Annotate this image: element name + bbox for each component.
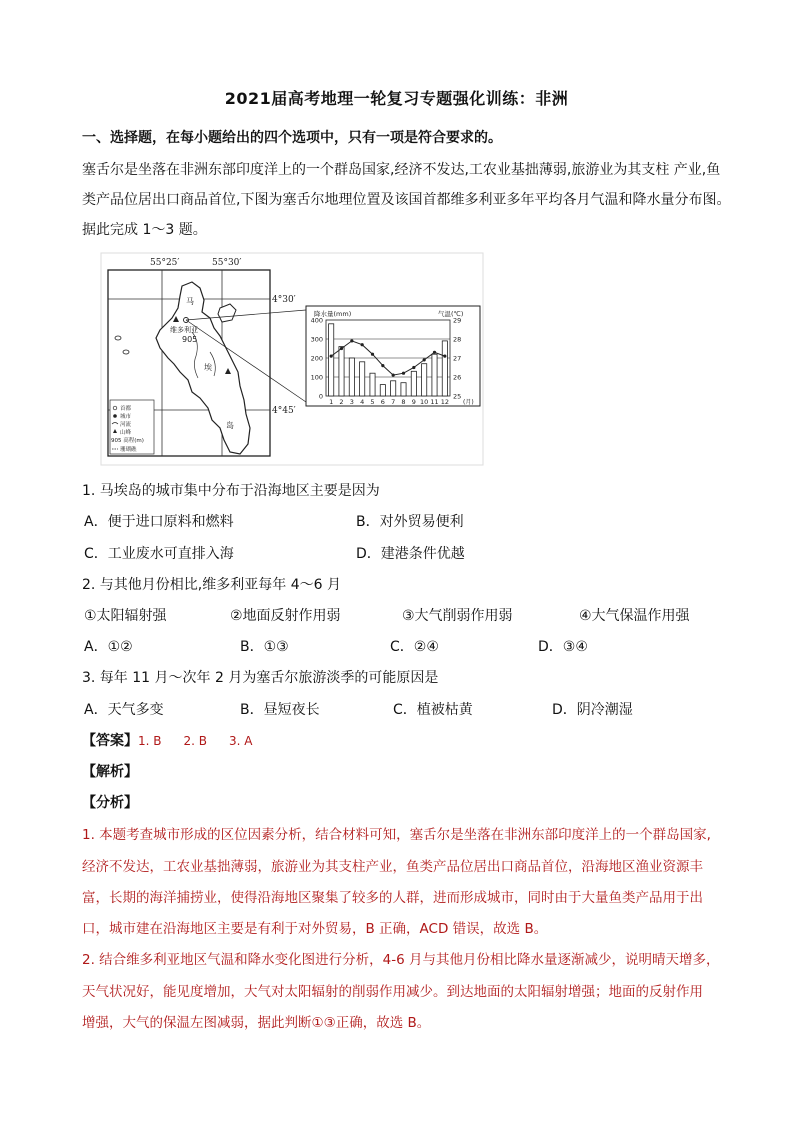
map-place-label: 马	[186, 297, 194, 306]
analysis-label: 【解析】	[82, 764, 138, 780]
temperature-point	[340, 347, 343, 350]
right-tick-label: 26	[453, 373, 462, 382]
answer-line	[82, 730, 252, 750]
q2-option-b: B．①③	[240, 639, 289, 655]
precip-bar	[360, 362, 365, 396]
left-tick-label: 400	[310, 316, 323, 325]
q2-statement: ①太阳辐射强	[84, 608, 167, 624]
right-tick-label: 28	[453, 335, 462, 344]
answer-label: 【答案】	[82, 733, 138, 749]
q2-statement: ③大气削弱作用弱	[402, 608, 513, 624]
question-2-stem: 2. 与其他月份相比,维多利亚每年 4～6 月	[82, 577, 341, 593]
left-tick-label: 200	[310, 354, 323, 363]
chart-ylabel-left: 降水量(mm)	[314, 310, 352, 318]
explanation-line: 2. 结合维多利亚地区气温和降水变化图进行分析，4-6 月与其他月份相比降水量逐渐减少，说明晴天增多，	[82, 952, 720, 968]
month-tick-label: 2	[339, 398, 344, 406]
intro-line: 据此完成 1～3 题。	[82, 222, 207, 238]
precip-bar	[329, 324, 334, 396]
month-tick-label: 7	[391, 398, 396, 406]
month-tick-label: 1	[329, 398, 334, 406]
q3-option-a: A．天气多变	[84, 702, 164, 718]
seychelles-map-figure	[100, 252, 484, 466]
explanation-line: 口，城市建在沿海地区主要是有利于对外贸易，B 正确，ACD 错误，故选 B。	[82, 921, 548, 937]
temperature-point	[330, 355, 333, 358]
precip-bar	[432, 354, 437, 396]
month-tick-label: 10	[420, 398, 429, 406]
q1-option-d: D．建港条件优越	[356, 546, 465, 562]
lon-label: 55°25′	[150, 258, 180, 268]
precip-bar	[401, 383, 406, 396]
left-tick-label: 0	[318, 392, 323, 401]
explanation-line: 增强，大气的保温左图减弱，据此判断①③正确，故选 B。	[82, 1015, 431, 1031]
small-island	[123, 350, 129, 354]
intro-line: 类产品位居出口商品首位,下图为塞舌尔地理位置及该国首都维多利亚多年平均各月气温和降水量分布图。	[82, 192, 731, 208]
temperature-point	[433, 351, 436, 354]
q1-option-a: A．便于进口原料和燃料	[84, 514, 234, 530]
month-tick-label: 11	[430, 398, 439, 406]
month-tick-label: 4	[360, 398, 365, 406]
lat-label: 4°45′	[272, 406, 296, 416]
q2-option-c: C．②④	[390, 639, 439, 655]
temperature-point	[361, 343, 364, 346]
section-heading: 一、选择题，在每小题给出的四个选项中，只有一项是符合要求的。	[82, 130, 502, 146]
intro-line: 塞舌尔是坐落在非洲东部印度洋上的一个群岛国家,经济不发达,工农业基拙薄弱,旅游业为其支柱 产业,鱼	[82, 162, 721, 178]
temperature-point	[371, 353, 374, 356]
explanation-line: 富，长期的海洋捕捞业，使得沿海地区聚集了较多的人群，进而形成城市，同时由于大量鱼类产品用于出	[82, 890, 703, 906]
legend-text: 905 高程(m)	[111, 438, 144, 444]
q2-statement: ④大气保温作用强	[579, 608, 690, 624]
precip-bar	[422, 364, 427, 396]
q2-statement: ②地面反射作用弱	[230, 608, 341, 624]
precip-bar	[339, 347, 344, 396]
left-tick-label: 100	[310, 373, 323, 382]
q1-option-b: B．对外贸易便利	[356, 514, 464, 530]
precip-bar	[442, 341, 447, 396]
left-tick-label: 300	[310, 335, 323, 344]
legend-text: 珊瑚礁	[120, 447, 137, 453]
month-tick-label: 9	[411, 398, 416, 406]
lat-label: 4°30′	[272, 295, 296, 305]
temperature-point	[423, 358, 426, 361]
fenxi-label: 【分析】	[82, 795, 138, 811]
answer-2: 2. B	[183, 734, 207, 748]
temperature-point	[412, 366, 415, 369]
page-title: 2021届高考地理一轮复习专题强化训练：非洲	[224, 89, 569, 108]
q3-option-d: D．阴冷潮湿	[552, 702, 633, 718]
explanation-line: 天气状况好，能见度增加，大气对太阳辐射的削弱作用减少。到达地面的太阳辐射增强；地面的反射作用	[82, 984, 703, 1000]
answer-3: 3. A	[229, 734, 253, 748]
answer-1: 1. B	[138, 734, 162, 748]
precip-bar	[411, 371, 416, 396]
legend-text: 山峰	[120, 430, 132, 436]
precip-bar	[370, 373, 375, 396]
lon-label: 55°30′	[212, 258, 242, 268]
q3-option-c: C．植被枯黄	[393, 702, 473, 718]
month-tick-label: 12	[440, 398, 449, 406]
map-place-label: 维多利亚	[170, 326, 198, 334]
right-tick-label: 25	[453, 392, 462, 401]
q3-option-b: B．昼短夜长	[240, 702, 320, 718]
climate-chart	[306, 306, 480, 406]
precip-bar	[380, 385, 385, 396]
q2-option-d: D．③④	[538, 639, 588, 655]
map-place-label: 埃	[204, 363, 212, 372]
legend-text: 首都	[120, 406, 132, 412]
temperature-point	[350, 339, 353, 342]
legend-text: 河流	[120, 422, 132, 428]
month-tick-label: 8	[401, 398, 406, 406]
map-place-label: 岛	[226, 421, 234, 430]
right-tick-label: 27	[453, 354, 462, 363]
precip-bar	[391, 381, 396, 396]
small-island	[115, 336, 121, 340]
map-place-label: 905	[182, 335, 198, 344]
temperature-point	[392, 374, 395, 377]
chart-x-unit: (月)	[463, 399, 474, 406]
question-1-stem: 1. 马埃岛的城市集中分布于沿海地区主要是因为	[82, 483, 380, 499]
question-3-stem: 3. 每年 11 月～次年 2 月为塞舌尔旅游淡季的可能原因是	[82, 670, 439, 686]
right-tick-label: 29	[453, 316, 462, 325]
legend-text: 城市	[120, 414, 132, 420]
precip-bar	[349, 358, 354, 396]
q2-option-a: A．①②	[84, 639, 133, 655]
explanation-line: 经济不发达，工农业基拙薄弱，旅游业为其支柱产业，鱼类产品位居出口商品首位，沿海地区渔业资源丰	[82, 859, 703, 875]
temperature-point	[443, 355, 446, 358]
chart-ylabel-right: 气温(℃)	[438, 310, 464, 318]
month-tick-label: 5	[370, 398, 375, 406]
temperature-point	[381, 364, 384, 367]
explanation-line: 1. 本题考查城市形成的区位因素分析，结合材料可知，塞舌尔是坐落在非洲东部印度洋上的一个群岛国家,	[82, 827, 711, 843]
month-tick-label: 3	[349, 398, 354, 406]
month-tick-label: 6	[380, 398, 385, 406]
q1-option-c: C．工业废水可直排入海	[84, 546, 234, 562]
temperature-point	[402, 372, 405, 375]
